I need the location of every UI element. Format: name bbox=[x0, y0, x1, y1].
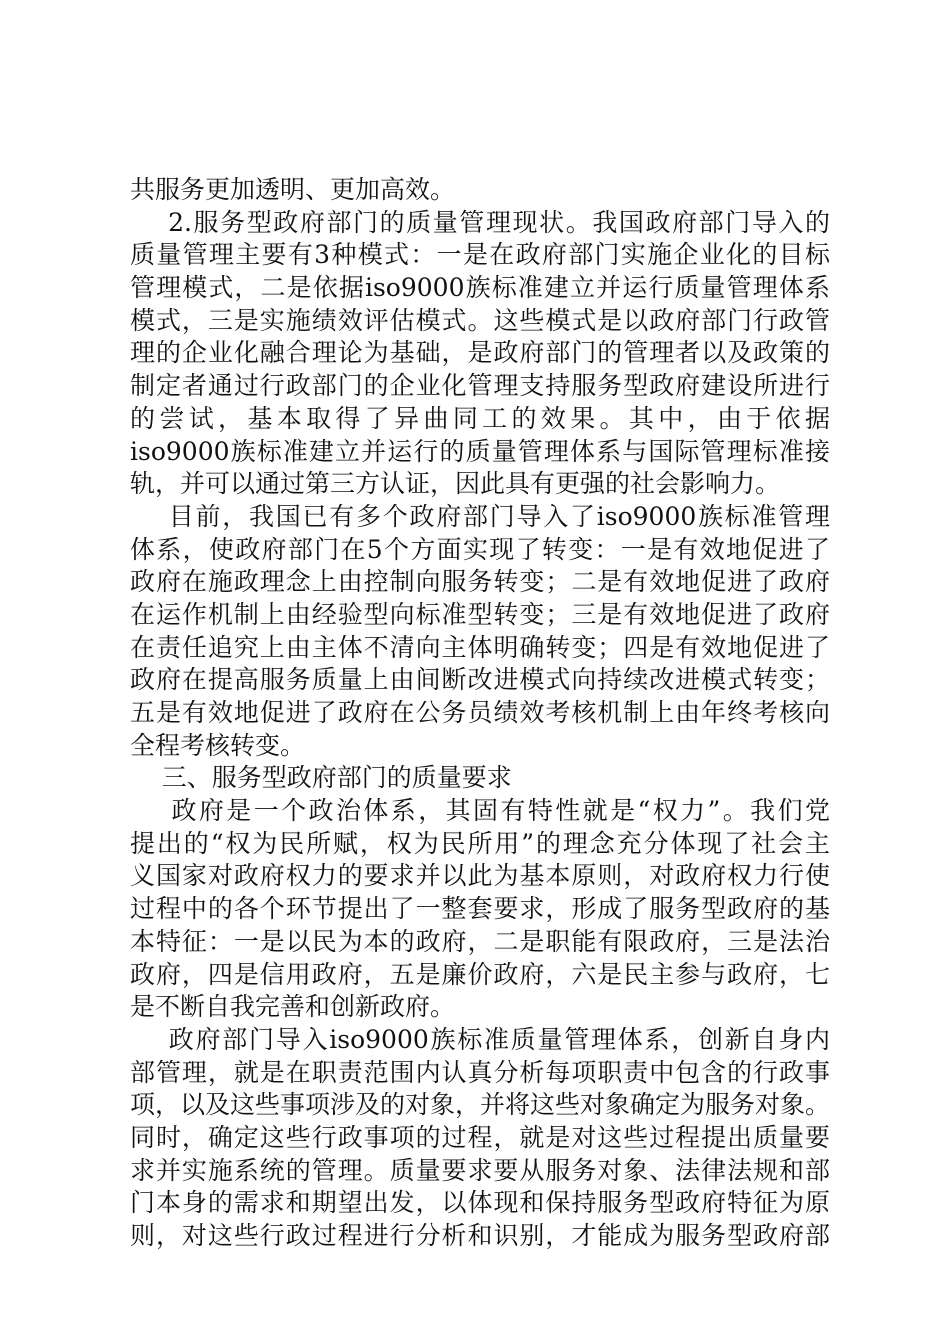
text-line: 过程中的各个环节提出了一整套要求，形成了服务型政府的基 bbox=[130, 894, 830, 924]
text-line: 政府在施政理念上由控制向服务转变；二是有效地促进了政府 bbox=[130, 567, 830, 597]
text-line: 门本身的需求和期望出发，以体现和保持服务型政府特征为原 bbox=[130, 1188, 830, 1218]
text-line: 提出的“权为民所赋，权为民所用”的理念充分体现了社会主 bbox=[130, 828, 830, 858]
text-line: 政府在提高服务质量上由间断改进模式向持续改进模式转变； bbox=[130, 665, 830, 695]
text-line: 部管理，就是在职责范围内认真分析每项职责中包含的行政事 bbox=[130, 1057, 830, 1087]
text-line: 目前，我国已有多个政府部门导入了iso9000族标准管理 bbox=[130, 501, 830, 531]
text-line: 质量管理主要有3种模式：一是在政府部门实施企业化的目标 bbox=[130, 240, 830, 270]
text-line: 义国家对政府权力的要求并以此为基本原则，对政府权力行使 bbox=[130, 861, 830, 891]
text-line: 求并实施系统的管理。质量要求要从服务对象、法律法规和部 bbox=[130, 1155, 830, 1185]
text-line: 理的企业化融合理论为基础，是政府部门的管理者以及政策的 bbox=[130, 338, 830, 368]
text-line: 政府部门导入iso9000族标准质量管理体系，创新自身内 bbox=[130, 1024, 830, 1054]
text-line: 五是有效地促进了政府在公务员绩效考核机制上由年终考核向 bbox=[130, 698, 830, 727]
text-line: 则，对这些行政过程进行分析和识别，才能成为服务型政府部 bbox=[130, 1221, 830, 1250]
text-line: 三、服务型政府部门的质量要求 bbox=[130, 763, 512, 793]
text-line: 管理模式，二是依据iso9000族标准建立并运行质量管理体系 bbox=[130, 273, 830, 303]
text-line: 在运作机制上由经验型向标准型转变；三是有效地促进了政府 bbox=[130, 599, 830, 629]
text-line: 在责任追究上由主体不清向主体明确转变；四是有效地促进了 bbox=[130, 632, 830, 662]
text-line: 制定者通过行政部门的企业化管理支持服务型政府建设所进行 bbox=[130, 371, 830, 401]
text-line: 的尝试，基本取得了异曲同工的效果。其中，由于依据 bbox=[130, 403, 830, 433]
text-line: 项，以及这些事项涉及的对象，并将这些对象确定为服务对象。 bbox=[130, 1090, 831, 1120]
text-line: 体系，使政府部门在5个方面实现了转变：一是有效地促进了 bbox=[130, 534, 830, 564]
text-line: 本特征：一是以民为本的政府，二是职能有限政府，三是法治 bbox=[130, 926, 830, 956]
text-line: 2.服务型政府部门的质量管理现状。我国政府部门导入的 bbox=[130, 207, 830, 237]
text-line: 同时，确定这些行政事项的过程，就是对这些过程提出质量要 bbox=[130, 1122, 830, 1152]
text-line: 是不断自我完善和创新政府。 bbox=[130, 992, 456, 1022]
text-line: iso9000族标准建立并运行的质量管理体系与国际管理标准接 bbox=[130, 436, 830, 466]
text-line: 模式，三是实施绩效评估模式。这些模式是以政府部门行政管 bbox=[130, 305, 830, 335]
text-line: 全程考核转变。 bbox=[130, 730, 306, 760]
text-line: 政府是一个政治体系，其固有特性就是“权力”。我们党 bbox=[130, 796, 830, 826]
text-line: 共服务更加透明、更加高效。 bbox=[130, 175, 456, 204]
document-body bbox=[130, 174, 830, 1253]
text-line: 政府，四是信用政府，五是廉价政府，六是民主参与政府，七 bbox=[130, 959, 830, 989]
text-line: 轨，并可以通过第三方认证，因此具有更强的社会影响力。 bbox=[130, 469, 781, 499]
